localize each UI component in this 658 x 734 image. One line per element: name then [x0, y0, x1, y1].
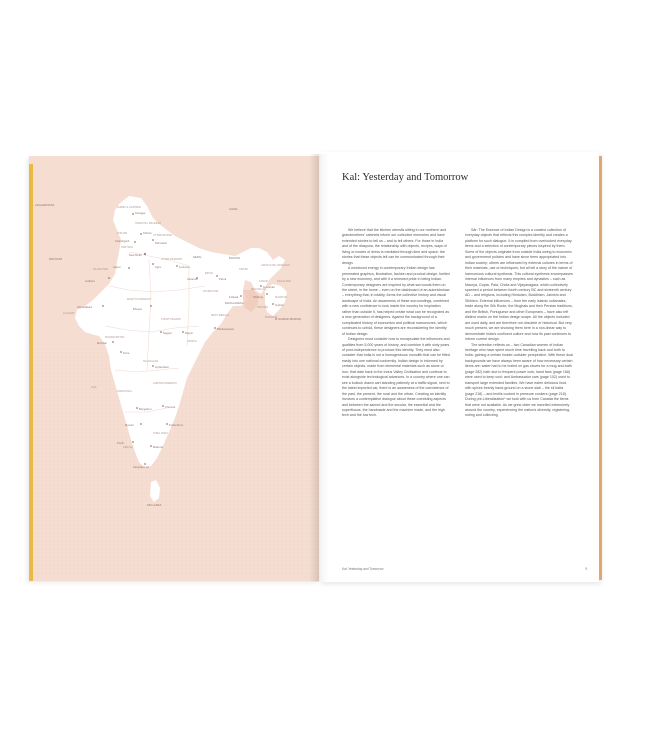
state-label-kerala: KERALA	[123, 446, 134, 449]
country-label-sri-lanka: SRI LANKA	[147, 504, 162, 507]
state-label-goa: GOA	[91, 386, 97, 389]
state-label-telangana: TELANGANA	[143, 360, 159, 363]
paragraph: Designers must consider how to encapsulate the influences and qualities from 5,000 years of history, and combine it with sixty years of post-independence to produce this identity. They must also consider that India is not a homogeneous monolith that can be fitted easily into one national conformity. Indian design is informed by certain objects, made from elemental materials such as stone or iron, that date back to the Indus Valley Civilisation and continue to exist alongside technological advances. In a country where one can see a bullock drawn cart standing patiently at a traffic signal, next to the latest imported car, there is an awareness of the coexistence of the past, the present, the rural and the urban. Creating an identity involves a contemplative dialogue about these coexisting aspects and between the sacred and the secular, the essential and the superfluous, the handmade and the machine made, and the high tech and the low tech.	[342, 337, 450, 418]
state-label-tamil-nadu: TAMIL NADU	[153, 432, 169, 435]
city-label-new-delhi: New Delhi	[129, 254, 142, 257]
city-label-bhopal: Bhopal	[133, 308, 142, 311]
city-label-kolkata: Kolkata	[229, 296, 239, 299]
paragraph: The selection reflects us – two Canadian women of Indian heritage who have spent much time travelling back and forth to India, gaining a certain insider-outsider perspective. With these dual backgrounds we have always been aware of how necessary certain items are: water had to be boiled on gas stoves for a mug-and-bath (page 282) bath due to frequent power cuts; hand fans (page 168) were used to keep cool; and Ambassador cars (page 102) used to transport large extended families. We have eaten delicious food with spices freshly hand-ground on a stone slab – the sil batta (page 218) – and lentils cooked in pressure cookers (page 218). During pre-Liberalization* we took with us from Canada the items that were not available. As we grew older we travelled extensively around the country, experiencing the nation's diversity, registering, noting and collecting	[465, 342, 573, 418]
running-footer: Kal: Yesterday and Tomorrow	[342, 567, 384, 571]
city-label-srinagar: Srinagar	[135, 212, 146, 215]
map-page	[29, 156, 319, 581]
state-label-meghalaya: MEGHALAYA	[251, 288, 267, 291]
state-label-himachal: HIMACHAL PRADESH	[135, 222, 162, 225]
city-label-raipur: Raipur	[185, 332, 194, 335]
state-label-odisha: ODISHA	[187, 340, 197, 343]
city-label-madurai: Madurai	[153, 446, 164, 449]
paragraph: A newfound energy in contemporary Indian design has permeated graphics, illustration, fashion and product design, fuelled by a new economy, and with it a renewed pride in being Indian. Contemporary designers are inspired by what surrounds them on the street, in the home – even on the dashboard of an autorickshaw – everything that, in totality, forms the collective history and visual landscape of India. An awareness of these surroundings, combined with a new confidence to look inside the country for inspiration rather than outside it, has helped create what can be recognized as a new generation of designers. Against the background of a complicated history of economics and political manoeuvres, which continues to unfold, these designers are reconsidering the identity of Indian design.	[342, 266, 450, 336]
text-page	[319, 152, 599, 582]
city-label-mysuru: Mysuru	[125, 424, 135, 427]
paragraph: We believe that the kitchen utensils sitting in our mothers' and grandmothers' cabinets inform our collective memories and have extended stories to tell us – and to tell others. For those in India and of the diaspora, the relationship with objects, recipes, ways of living or modes of dress is mediated through time and space: the stories that these objects tell can be communicated through their design.	[342, 228, 447, 265]
state-label-nagaland: NAGALAND	[277, 280, 291, 283]
state-label-mizoram: MIZORAM	[265, 316, 277, 319]
city-label-pune: Pune	[123, 352, 130, 355]
city-label-lucknow: Lucknow	[179, 266, 190, 269]
city-label-shillong: Shillong	[253, 296, 264, 299]
city-label-shimla: Shimla	[143, 232, 152, 235]
state-label-gujarat: GUJARAT	[63, 312, 75, 315]
city-label-jaipur: Jaipur	[113, 266, 121, 269]
state-label-rajasthan: RAJASTHAN	[93, 268, 109, 271]
city-label-guwahati: Guwahati	[263, 286, 275, 289]
country-label-nepal: NEPAL	[193, 256, 202, 259]
city-label-agra: Agra	[155, 266, 161, 269]
state-label-uttar-pradesh: UTTAR PRADESH	[161, 258, 183, 261]
state-label-chhattisgarh: CHHATTISGARH	[161, 318, 181, 321]
city-label-jodhpur: Jodhpur	[85, 280, 96, 283]
city-label-hyderabad: Hyderabad	[155, 366, 169, 369]
city-label-bhubaneswar: Bhubaneswar	[217, 328, 234, 331]
country-label-china: CHINA	[229, 208, 238, 211]
city-label-chandigarh: Chandigarh	[115, 240, 130, 243]
page-number: 9	[585, 567, 587, 571]
paragraph: Sār: The Essence of Indian Design is a curated collection of everyday objects that reflects this complex identity and creates a platform for such dialogue. It is compiled from overlooked everyday items and a selection of contemporary pieces inspired by them. Some of the objects originate from outside India owing to economic and government policies and have since been appropriated into Indian society; others are influenced by external cultures in terms of their materials, use or techniques; but all tell a story of the nature of harmonious cultural synthesis. This cultural synthesis encompasses internal influences from many empires and dynasties – such as Maurya, Gupta, Pala, Chola and Vijayanagara, which collectively spanned a period between fourth century BC and sixteenth century AD – and religions, including Hinduism, Buddhism, Jainism and Sikhism. External influences – from the early Islamic sultanates, trade along the Silk Route, the Mughals and their Persian traditions, and the British, Portuguese and other Europeans – have also left distinct marks on the Indian design scape. All the objects included are used daily, and are therefore not obsolete or historical. But very much present, we are showing them here in a non-linear way to demonstrate India's confluent culture and how its past continues to inform current design.	[465, 228, 573, 342]
state-label-west-bengal: WEST BENGAL	[211, 314, 230, 317]
city-label-dehradun: Dehradun	[155, 242, 168, 245]
state-label-karnataka: KARNATAKA	[117, 390, 133, 393]
text-column-2	[465, 228, 573, 518]
open-book	[29, 152, 602, 584]
state-label-manipur: MANIPUR	[275, 296, 287, 299]
state-label-jharkhand: JHARKHAND	[203, 290, 219, 293]
cover-edge-right	[599, 156, 602, 580]
city-label-imphal: Imphal	[275, 304, 284, 307]
city-label-puducherry: Puducherry	[169, 424, 184, 427]
state-label-madhya-pradesh: MADHYA PRADESH	[127, 298, 151, 301]
state-label-sikkim: SIKKIM	[239, 268, 248, 271]
state-label-arunachal: ARUNACHAL PRADESH	[261, 264, 290, 267]
state-label-assam: ASSAM	[259, 280, 268, 283]
state-label-bihar: BIHAR	[205, 272, 213, 275]
city-label-nagpur: Nagpur	[163, 332, 173, 335]
country-label-bhutan: BHUTAN	[229, 257, 241, 260]
text-column-1	[342, 228, 450, 508]
country-label-afghanistan: AFGHANISTAN	[35, 204, 55, 207]
country-label-myanmar: MYANMAR (BURMA)	[275, 318, 302, 321]
city-label-chennai: Chennai	[165, 406, 176, 409]
country-label-pakistan: PAKISTAN	[49, 258, 63, 261]
state-label-haryana: HARYANA	[121, 246, 134, 249]
city-label-patna: Patna	[219, 278, 227, 281]
city-label-kanyakumari: Kanyakumari	[133, 466, 150, 469]
city-label-varanasi: Varanasi	[187, 278, 198, 281]
state-label-jammu-kashmir: JAMMU & KASHMIR	[117, 206, 141, 209]
india-map	[29, 156, 319, 581]
state-label-maharashtra: MAHARASHTRA	[105, 336, 125, 339]
state-label-tripura: TRIPURA	[257, 306, 269, 309]
city-label-bengaluru: Bengaluru	[139, 408, 152, 411]
city-label-mumbai: Mumbai	[97, 342, 107, 345]
city-label-ahmedabad: Ahmedabad	[77, 306, 92, 309]
country-label-bangladesh: BANGLADESH	[225, 302, 244, 305]
state-label-andhra-pradesh: ANDHRA PRADESH	[153, 382, 177, 385]
state-label-uttarakhand: UTTARAKHAND	[153, 234, 172, 237]
state-label-punjab: PUNJAB	[117, 232, 128, 235]
city-label-kochi: Kochi	[117, 442, 124, 445]
chapter-title: Kal: Yesterday and Tomorrow	[342, 172, 469, 183]
